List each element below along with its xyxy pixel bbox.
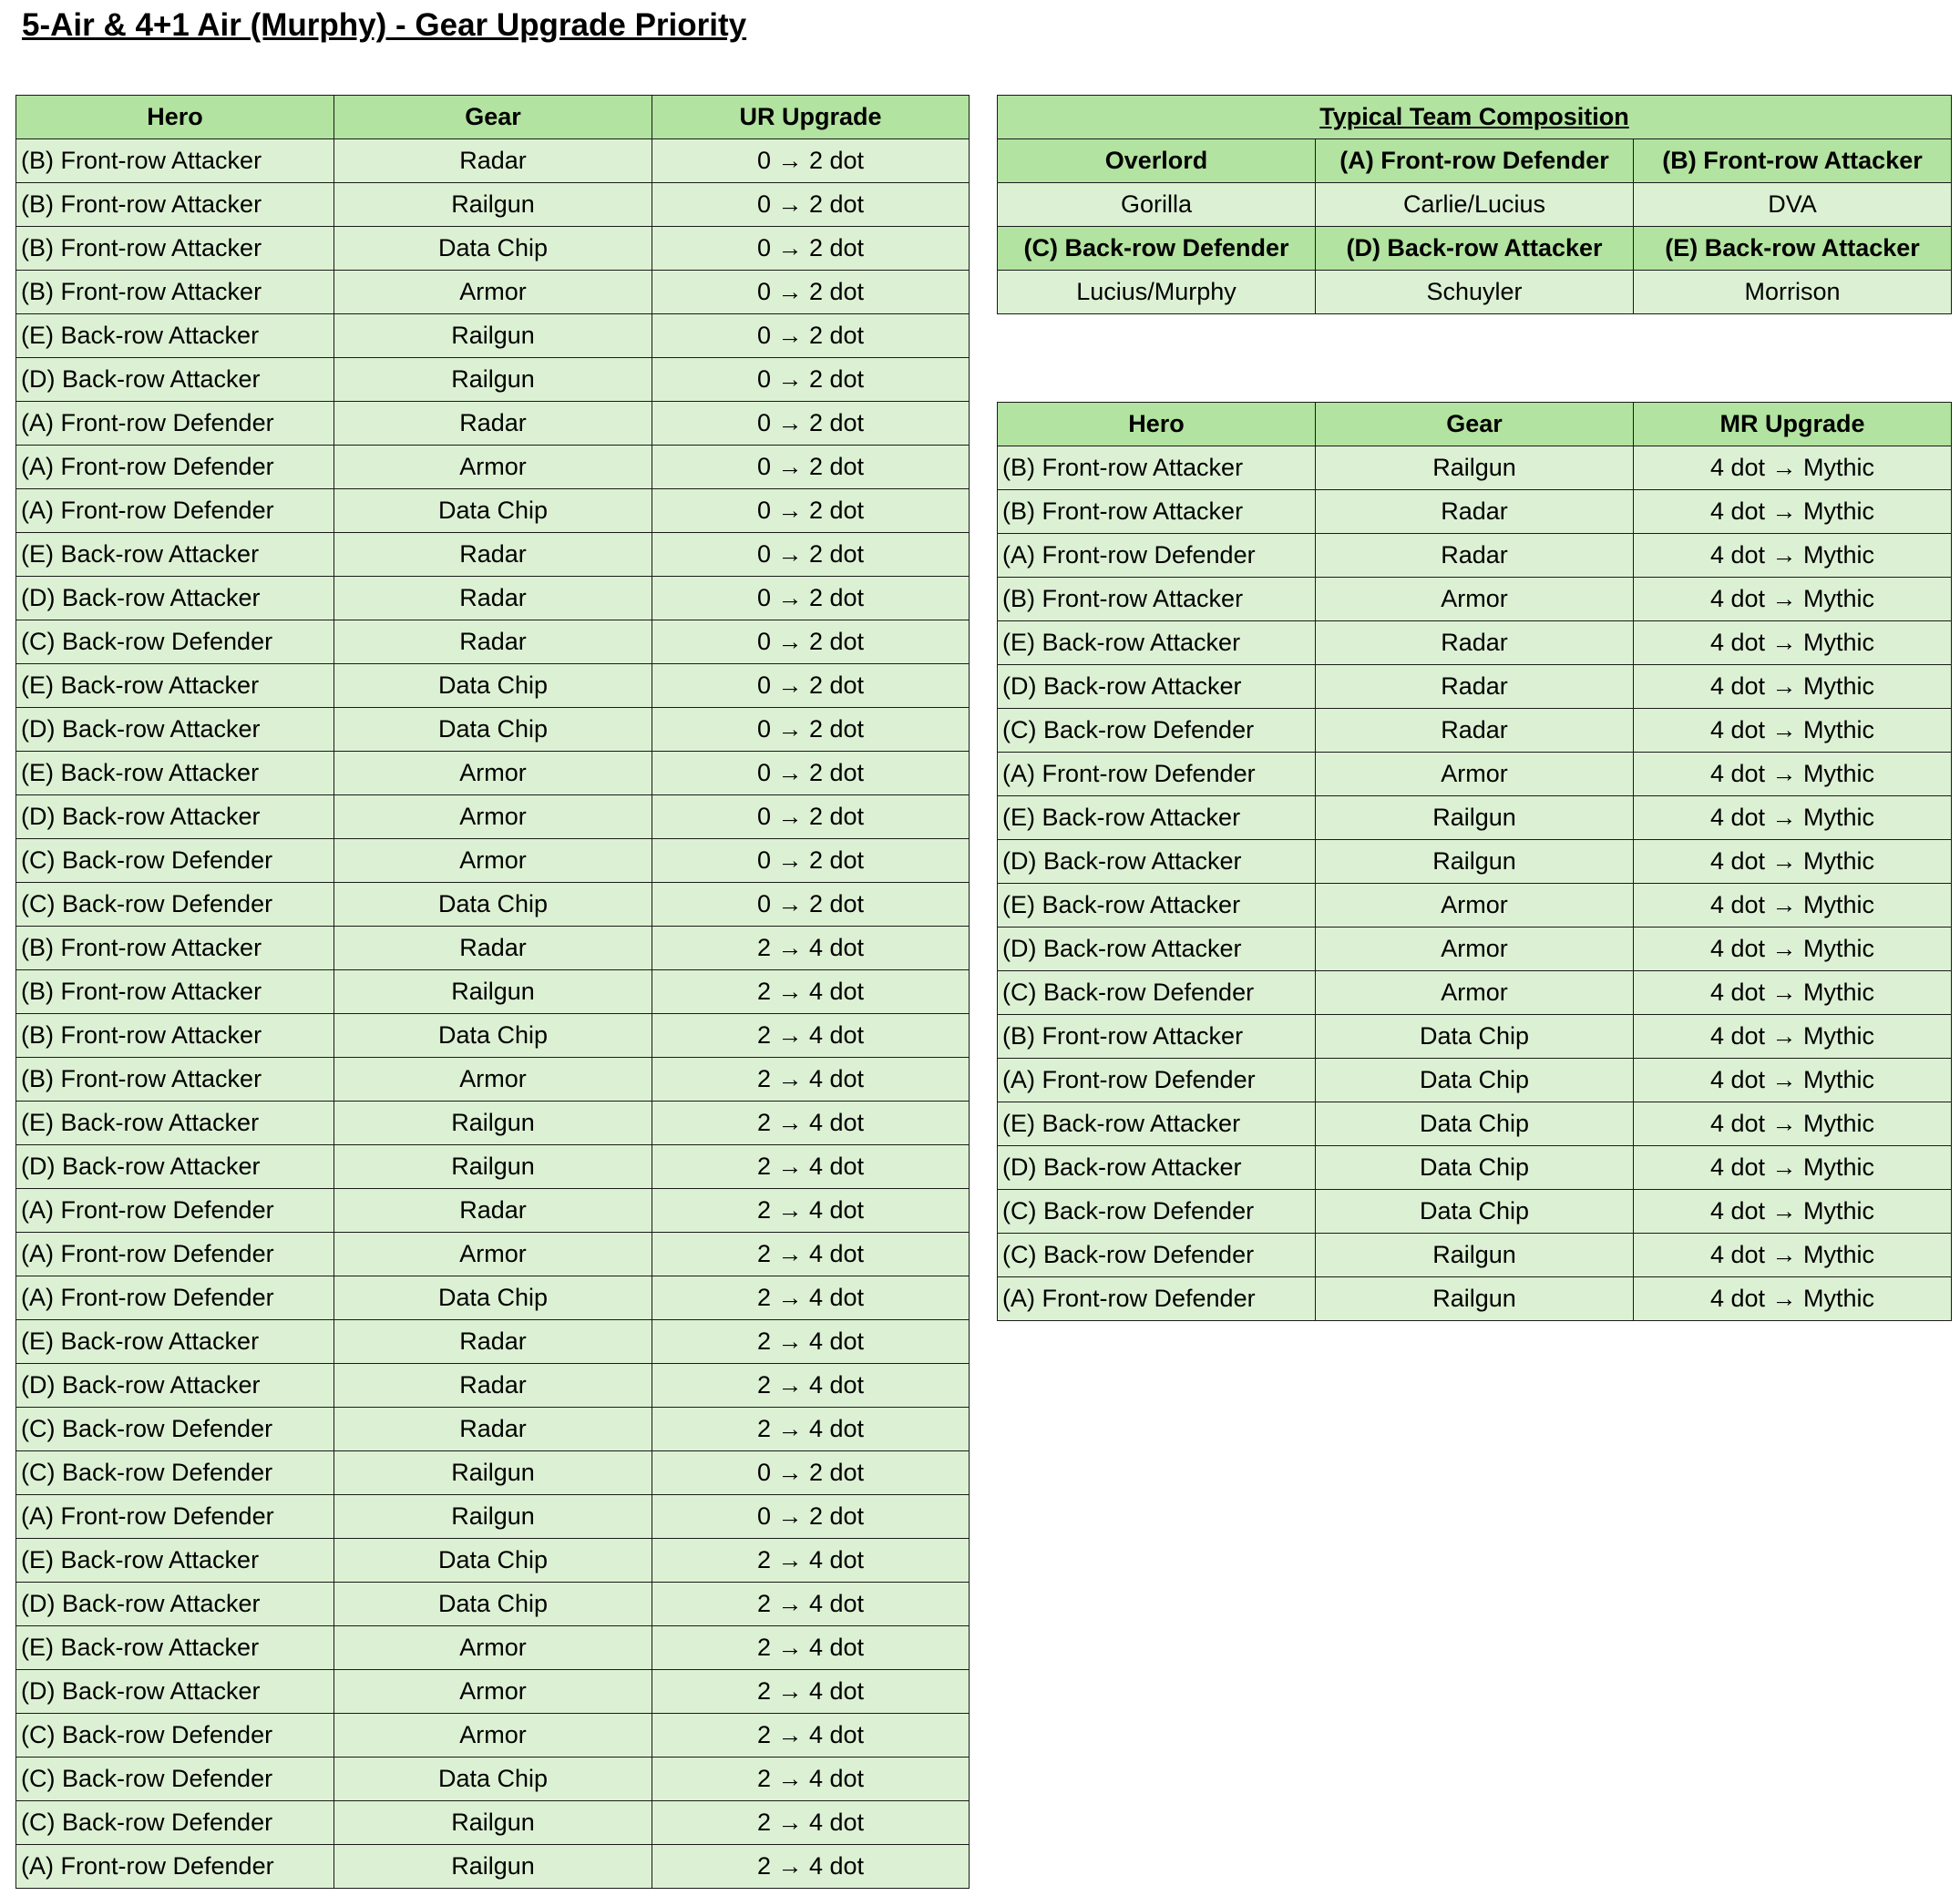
upgrade-cell: 2 → 4 dot — [652, 970, 970, 1014]
table-row — [16, 883, 970, 927]
hero-front-row-defender: Carlie/Lucius — [1316, 183, 1634, 227]
role-back-row-defender: (C) Back-row Defender — [998, 227, 1316, 271]
upgrade-cell: 4 dot → Mythic — [1634, 621, 1952, 665]
table-row — [998, 1102, 1952, 1146]
gear-cell: Armor — [334, 1058, 652, 1102]
hero-cell: (C) Back-row Defender — [16, 1451, 334, 1495]
upgrade-cell: 0 → 2 dot — [652, 795, 970, 839]
table-row — [16, 489, 970, 533]
table-row — [16, 620, 970, 664]
table-row — [16, 271, 970, 314]
upgrade-cell: 4 dot → Mythic — [1634, 490, 1952, 534]
hero-cell: (C) Back-row Defender — [998, 709, 1316, 753]
upgrade-cell: 4 dot → Mythic — [1634, 928, 1952, 971]
gear-cell: Armor — [1316, 928, 1634, 971]
table-row — [16, 446, 970, 489]
table-row — [16, 752, 970, 795]
ur-upgrade-table — [15, 95, 970, 1889]
table-row — [998, 578, 1952, 621]
table-row — [16, 1714, 970, 1758]
hero-cell: (E) Back-row Attacker — [16, 1539, 334, 1583]
hero-cell: (C) Back-row Defender — [16, 620, 334, 664]
upgrade-cell: 2 → 4 dot — [652, 1014, 970, 1058]
hero-cell: (C) Back-row Defender — [16, 883, 334, 927]
hero-cell: (E) Back-row Attacker — [16, 1320, 334, 1364]
hero-cell: (A) Front-row Defender — [16, 1233, 334, 1276]
table-row — [16, 1189, 970, 1233]
hero-cell: (C) Back-row Defender — [998, 1190, 1316, 1234]
upgrade-cell: 0 → 2 dot — [652, 533, 970, 577]
table-row — [16, 1320, 970, 1364]
table-row — [998, 753, 1952, 796]
hero-cell: (D) Back-row Attacker — [16, 1583, 334, 1626]
gear-cell: Railgun — [334, 1845, 652, 1889]
upgrade-cell: 2 → 4 dot — [652, 1320, 970, 1364]
table-row — [998, 1146, 1952, 1190]
hero-cell: (D) Back-row Attacker — [16, 577, 334, 620]
upgrade-cell: 0 → 2 dot — [652, 271, 970, 314]
gear-cell: Railgun — [334, 1451, 652, 1495]
hero-cell: (D) Back-row Attacker — [998, 840, 1316, 884]
upgrade-cell: 2 → 4 dot — [652, 1276, 970, 1320]
hero-cell: (E) Back-row Attacker — [998, 884, 1316, 928]
hero-cell: (C) Back-row Defender — [16, 839, 334, 883]
team-composition-caption-row — [998, 96, 1952, 139]
table-row — [998, 665, 1952, 709]
upgrade-cell: 2 → 4 dot — [652, 1801, 970, 1845]
table-row — [998, 971, 1952, 1015]
gear-cell: Radar — [334, 1320, 652, 1364]
upgrade-cell: 4 dot → Mythic — [1634, 578, 1952, 621]
hero-cell: (B) Front-row Attacker — [16, 271, 334, 314]
upgrade-cell: 4 dot → Mythic — [1634, 1059, 1952, 1102]
hero-cell: (E) Back-row Attacker — [998, 796, 1316, 840]
hero-cell: (D) Back-row Attacker — [998, 665, 1316, 709]
table-row — [16, 664, 970, 708]
gear-cell: Radar — [1316, 709, 1634, 753]
gear-cell: Railgun — [1316, 1234, 1634, 1277]
gear-cell: Data Chip — [1316, 1102, 1634, 1146]
hero-cell: (D) Back-row Attacker — [16, 1670, 334, 1714]
gear-cell: Railgun — [334, 1145, 652, 1189]
team-hero-row — [998, 183, 1952, 227]
hero-cell: (E) Back-row Attacker — [16, 533, 334, 577]
table-row — [16, 970, 970, 1014]
gear-cell: Data Chip — [334, 1539, 652, 1583]
upgrade-cell: 2 → 4 dot — [652, 1408, 970, 1451]
gear-cell: Data Chip — [1316, 1015, 1634, 1059]
upgrade-cell: 2 → 4 dot — [652, 1845, 970, 1889]
table-row — [16, 1801, 970, 1845]
upgrade-cell: 0 → 2 dot — [652, 402, 970, 446]
table-row — [998, 534, 1952, 578]
hero-back-row-defender: Lucius/Murphy — [998, 271, 1316, 314]
hero-cell: (C) Back-row Defender — [998, 971, 1316, 1015]
gear-cell: Data Chip — [334, 883, 652, 927]
hero-cell: (B) Front-row Attacker — [16, 139, 334, 183]
gear-cell: Radar — [334, 620, 652, 664]
upgrade-cell: 0 → 2 dot — [652, 752, 970, 795]
upgrade-cell: 4 dot → Mythic — [1634, 709, 1952, 753]
gear-cell: Railgun — [1316, 840, 1634, 884]
hero-cell: (D) Back-row Attacker — [998, 928, 1316, 971]
gear-cell: Armor — [1316, 753, 1634, 796]
hero-cell: (D) Back-row Attacker — [998, 1146, 1316, 1190]
table-row — [16, 1539, 970, 1583]
hero-cell: (E) Back-row Attacker — [998, 621, 1316, 665]
gear-cell: Data Chip — [1316, 1190, 1634, 1234]
gear-cell: Railgun — [334, 314, 652, 358]
gear-cell: Data Chip — [334, 664, 652, 708]
page-title: 5-Air & 4+1 Air (Murphy) - Gear Upgrade Priority — [22, 7, 747, 43]
upgrade-cell: 2 → 4 dot — [652, 1058, 970, 1102]
table-row — [998, 446, 1952, 490]
upgrade-cell: 4 dot → Mythic — [1634, 446, 1952, 490]
upgrade-cell: 0 → 2 dot — [652, 446, 970, 489]
gear-cell: Radar — [1316, 621, 1634, 665]
hero-cell: (A) Front-row Defender — [998, 1277, 1316, 1321]
hero-cell: (A) Front-row Defender — [998, 753, 1316, 796]
hero-cell: (A) Front-row Defender — [16, 1845, 334, 1889]
table-row — [16, 708, 970, 752]
hero-cell: (C) Back-row Defender — [16, 1408, 334, 1451]
column-header-gear: Gear — [1316, 403, 1634, 446]
table-row — [16, 1058, 970, 1102]
role-front-row-defender: (A) Front-row Defender — [1316, 139, 1634, 183]
gear-cell: Radar — [334, 927, 652, 970]
table-row — [16, 314, 970, 358]
upgrade-cell: 4 dot → Mythic — [1634, 840, 1952, 884]
table-row — [16, 1014, 970, 1058]
upgrade-cell: 2 → 4 dot — [652, 1539, 970, 1583]
table-row — [16, 1102, 970, 1145]
hero-cell: (D) Back-row Attacker — [16, 795, 334, 839]
hero-overlord: Gorilla — [998, 183, 1316, 227]
gear-cell: Data Chip — [334, 1276, 652, 1320]
gear-cell: Radar — [334, 139, 652, 183]
upgrade-cell: 0 → 2 dot — [652, 577, 970, 620]
gear-cell: Railgun — [334, 1801, 652, 1845]
gear-cell: Data Chip — [1316, 1146, 1634, 1190]
table-row — [16, 533, 970, 577]
table-row — [16, 1408, 970, 1451]
upgrade-cell: 0 → 2 dot — [652, 227, 970, 271]
table-row — [16, 402, 970, 446]
hero-cell: (B) Front-row Attacker — [998, 446, 1316, 490]
upgrade-cell: 2 → 4 dot — [652, 1233, 970, 1276]
gear-cell: Radar — [334, 577, 652, 620]
gear-cell: Data Chip — [334, 708, 652, 752]
table-row — [16, 1758, 970, 1801]
column-header-gear: Gear — [334, 96, 652, 139]
gear-cell: Armor — [334, 446, 652, 489]
team-composition-table — [997, 95, 1952, 314]
table-row — [998, 796, 1952, 840]
gear-cell: Armor — [334, 271, 652, 314]
hero-cell: (C) Back-row Defender — [16, 1758, 334, 1801]
gear-cell: Radar — [334, 1364, 652, 1408]
table-row — [16, 795, 970, 839]
team-role-row — [998, 227, 1952, 271]
hero-cell: (E) Back-row Attacker — [16, 1102, 334, 1145]
role-back-row-attacker-e: (E) Back-row Attacker — [1634, 227, 1952, 271]
hero-cell: (D) Back-row Attacker — [16, 1145, 334, 1189]
table-row — [998, 1015, 1952, 1059]
table-row — [998, 1277, 1952, 1321]
hero-cell: (B) Front-row Attacker — [998, 1015, 1316, 1059]
table-row — [16, 139, 970, 183]
upgrade-cell: 2 → 4 dot — [652, 1364, 970, 1408]
role-front-row-attacker: (B) Front-row Attacker — [1634, 139, 1952, 183]
table-row — [16, 358, 970, 402]
hero-cell: (B) Front-row Attacker — [998, 578, 1316, 621]
column-header-ur-upgrade: UR Upgrade — [652, 96, 970, 139]
table-row — [16, 839, 970, 883]
upgrade-cell: 2 → 4 dot — [652, 1189, 970, 1233]
gear-cell: Data Chip — [334, 1758, 652, 1801]
hero-cell: (B) Front-row Attacker — [998, 490, 1316, 534]
upgrade-cell: 2 → 4 dot — [652, 1145, 970, 1189]
gear-cell: Data Chip — [334, 1583, 652, 1626]
table-row — [998, 840, 1952, 884]
team-role-row — [998, 139, 1952, 183]
hero-cell: (B) Front-row Attacker — [16, 970, 334, 1014]
upgrade-cell: 0 → 2 dot — [652, 183, 970, 227]
hero-cell: (B) Front-row Attacker — [16, 227, 334, 271]
hero-cell: (E) Back-row Attacker — [16, 314, 334, 358]
upgrade-cell: 0 → 2 dot — [652, 314, 970, 358]
upgrade-cell: 4 dot → Mythic — [1634, 1146, 1952, 1190]
gear-cell: Radar — [1316, 665, 1634, 709]
hero-cell: (C) Back-row Defender — [998, 1234, 1316, 1277]
hero-cell: (E) Back-row Attacker — [16, 752, 334, 795]
team-hero-row — [998, 271, 1952, 314]
hero-cell: (A) Front-row Defender — [16, 1276, 334, 1320]
gear-cell: Data Chip — [334, 227, 652, 271]
table-row — [16, 183, 970, 227]
upgrade-cell: 0 → 2 dot — [652, 139, 970, 183]
gear-cell: Armor — [334, 1670, 652, 1714]
upgrade-cell: 4 dot → Mythic — [1634, 534, 1952, 578]
gear-cell: Railgun — [334, 358, 652, 402]
gear-cell: Armor — [334, 839, 652, 883]
gear-cell: Armor — [1316, 971, 1634, 1015]
upgrade-cell: 2 → 4 dot — [652, 1758, 970, 1801]
table-row — [16, 1233, 970, 1276]
gear-cell: Armor — [334, 1233, 652, 1276]
upgrade-cell: 4 dot → Mythic — [1634, 665, 1952, 709]
hero-cell: (A) Front-row Defender — [998, 1059, 1316, 1102]
hero-cell: (D) Back-row Attacker — [16, 708, 334, 752]
upgrade-cell: 2 → 4 dot — [652, 1714, 970, 1758]
gear-cell: Armor — [334, 1626, 652, 1670]
upgrade-cell: 4 dot → Mythic — [1634, 1015, 1952, 1059]
upgrade-cell: 2 → 4 dot — [652, 1102, 970, 1145]
hero-cell: (D) Back-row Attacker — [16, 358, 334, 402]
gear-cell: Railgun — [1316, 1277, 1634, 1321]
table-header-row — [998, 403, 1952, 446]
upgrade-cell: 0 → 2 dot — [652, 620, 970, 664]
gear-cell: Railgun — [334, 970, 652, 1014]
table-row — [998, 1059, 1952, 1102]
upgrade-cell: 0 → 2 dot — [652, 358, 970, 402]
upgrade-cell: 4 dot → Mythic — [1634, 971, 1952, 1015]
hero-cell: (D) Back-row Attacker — [16, 1364, 334, 1408]
column-header-hero: Hero — [16, 96, 334, 139]
table-row — [16, 1626, 970, 1670]
gear-cell: Data Chip — [334, 489, 652, 533]
hero-cell: (E) Back-row Attacker — [998, 1102, 1316, 1146]
table-row — [998, 490, 1952, 534]
hero-cell: (A) Front-row Defender — [16, 1189, 334, 1233]
gear-cell: Railgun — [334, 1495, 652, 1539]
gear-cell: Radar — [334, 402, 652, 446]
table-row — [16, 1845, 970, 1889]
hero-cell: (C) Back-row Defender — [16, 1801, 334, 1845]
upgrade-cell: 4 dot → Mythic — [1634, 753, 1952, 796]
gear-cell: Railgun — [334, 183, 652, 227]
gear-cell: Data Chip — [1316, 1059, 1634, 1102]
table-row — [998, 621, 1952, 665]
hero-cell: (B) Front-row Attacker — [16, 183, 334, 227]
upgrade-cell: 4 dot → Mythic — [1634, 1234, 1952, 1277]
gear-cell: Radar — [334, 1408, 652, 1451]
role-back-row-attacker-d: (D) Back-row Attacker — [1316, 227, 1634, 271]
upgrade-cell: 4 dot → Mythic — [1634, 796, 1952, 840]
upgrade-cell: 4 dot → Mythic — [1634, 1277, 1952, 1321]
gear-cell: Armor — [1316, 884, 1634, 928]
gear-cell: Armor — [1316, 578, 1634, 621]
gear-cell: Radar — [1316, 534, 1634, 578]
table-row — [998, 884, 1952, 928]
gear-cell: Radar — [334, 533, 652, 577]
gear-cell: Railgun — [334, 1102, 652, 1145]
column-header-hero: Hero — [998, 403, 1316, 446]
gear-cell: Data Chip — [334, 1014, 652, 1058]
gear-cell: Railgun — [1316, 796, 1634, 840]
hero-cell: (B) Front-row Attacker — [16, 1014, 334, 1058]
upgrade-cell: 0 → 2 dot — [652, 839, 970, 883]
gear-cell: Armor — [334, 795, 652, 839]
table-row — [16, 1364, 970, 1408]
gear-cell: Radar — [334, 1189, 652, 1233]
table-row — [16, 1583, 970, 1626]
table-row — [16, 927, 970, 970]
gear-cell: Armor — [334, 1714, 652, 1758]
upgrade-cell: 0 → 2 dot — [652, 883, 970, 927]
hero-cell: (A) Front-row Defender — [16, 446, 334, 489]
upgrade-cell: 2 → 4 dot — [652, 1626, 970, 1670]
table-row — [16, 1276, 970, 1320]
hero-cell: (A) Front-row Defender — [16, 402, 334, 446]
hero-cell: (B) Front-row Attacker — [16, 1058, 334, 1102]
table-row — [998, 709, 1952, 753]
table-row — [998, 928, 1952, 971]
upgrade-cell: 4 dot → Mythic — [1634, 1102, 1952, 1146]
table-row — [16, 1670, 970, 1714]
hero-cell: (E) Back-row Attacker — [16, 664, 334, 708]
upgrade-cell: 0 → 2 dot — [652, 664, 970, 708]
hero-cell: (B) Front-row Attacker — [16, 927, 334, 970]
mr-upgrade-table — [997, 402, 1952, 1321]
table-row — [998, 1190, 1952, 1234]
hero-cell: (E) Back-row Attacker — [16, 1626, 334, 1670]
table-row — [16, 1451, 970, 1495]
upgrade-cell: 0 → 2 dot — [652, 1451, 970, 1495]
hero-cell: (C) Back-row Defender — [16, 1714, 334, 1758]
table-row — [998, 1234, 1952, 1277]
hero-cell: (A) Front-row Defender — [16, 1495, 334, 1539]
upgrade-cell: 2 → 4 dot — [652, 1670, 970, 1714]
gear-cell: Railgun — [1316, 446, 1634, 490]
upgrade-cell: 0 → 2 dot — [652, 1495, 970, 1539]
hero-front-row-attacker: DVA — [1634, 183, 1952, 227]
table-row — [16, 227, 970, 271]
upgrade-cell: 2 → 4 dot — [652, 927, 970, 970]
hero-back-row-attacker-d: Schuyler — [1316, 271, 1634, 314]
hero-cell: (A) Front-row Defender — [16, 489, 334, 533]
upgrade-cell: 0 → 2 dot — [652, 489, 970, 533]
gear-cell: Radar — [1316, 490, 1634, 534]
upgrade-cell: 4 dot → Mythic — [1634, 1190, 1952, 1234]
upgrade-cell: 0 → 2 dot — [652, 708, 970, 752]
upgrade-cell: 4 dot → Mythic — [1634, 884, 1952, 928]
column-header-mr-upgrade: MR Upgrade — [1634, 403, 1952, 446]
table-header-row — [16, 96, 970, 139]
table-row — [16, 577, 970, 620]
hero-back-row-attacker-e: Morrison — [1634, 271, 1952, 314]
table-row — [16, 1495, 970, 1539]
hero-cell: (A) Front-row Defender — [998, 534, 1316, 578]
role-overlord: Overlord — [998, 139, 1316, 183]
gear-cell: Armor — [334, 752, 652, 795]
team-composition-caption: Typical Team Composition — [998, 96, 1952, 139]
table-row — [16, 1145, 970, 1189]
upgrade-cell: 2 → 4 dot — [652, 1583, 970, 1626]
